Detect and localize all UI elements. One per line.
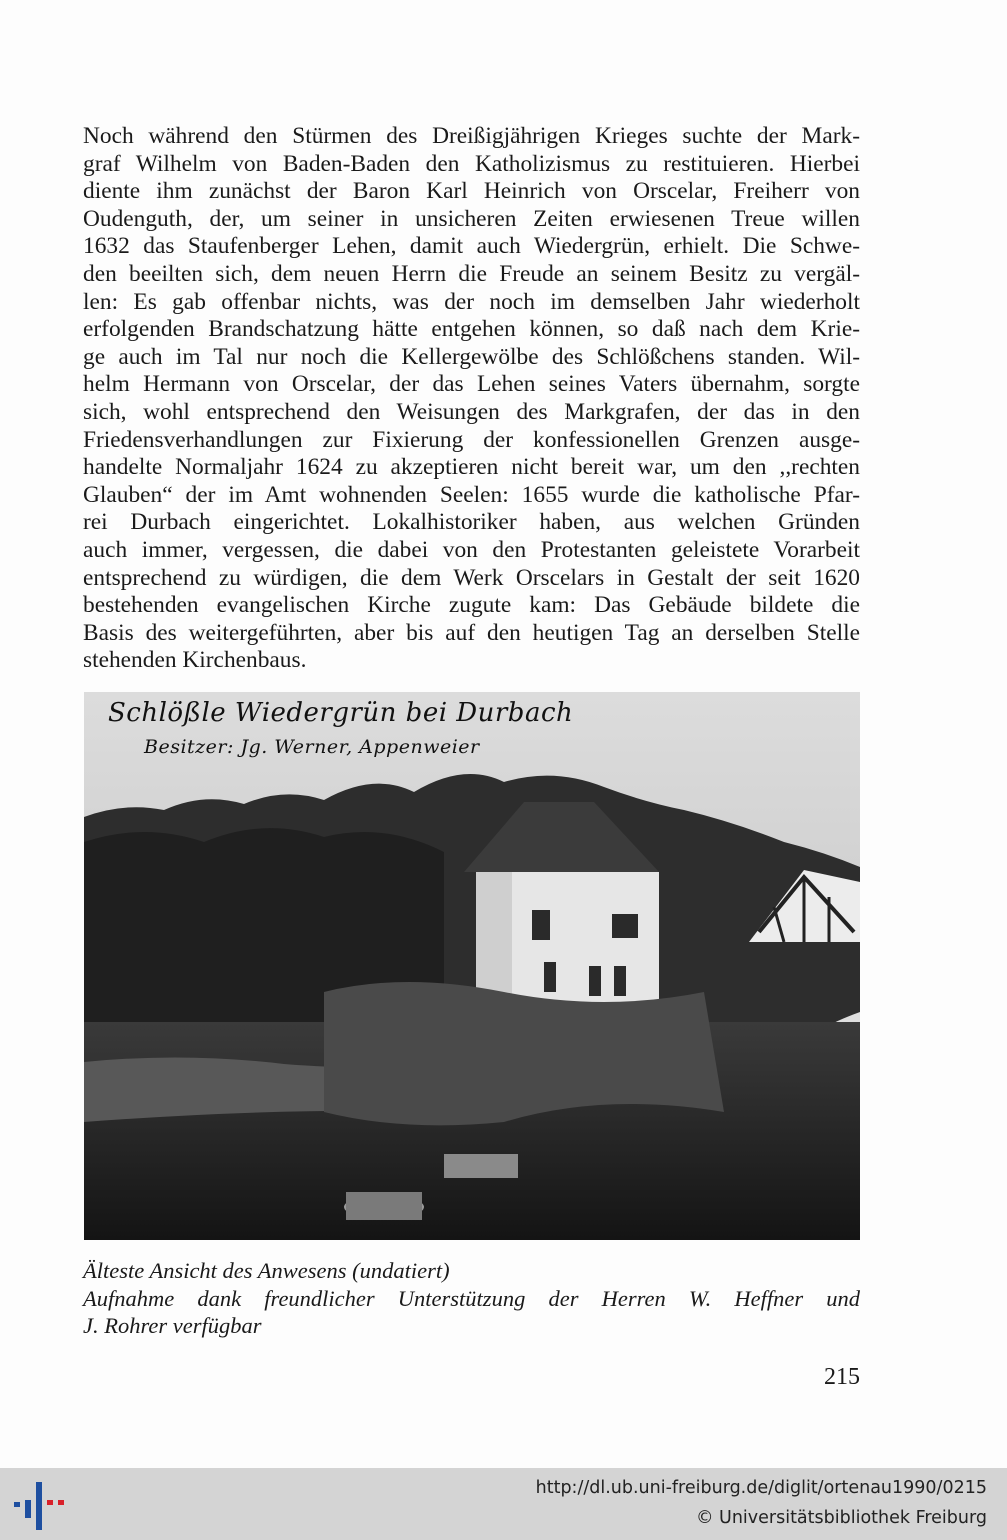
body-text-line: stehenden Kirchenbaus.: [83, 647, 307, 674]
body-text-line: Noch während den Stürmen des Dreißigjährigen Krieges suchte der Mark-: [83, 123, 860, 149]
body-text-line: handelte Normaljahr 1624 zu akzeptieren nicht bereit war, um den ,,rechten: [83, 454, 860, 481]
viewer-footer: [0, 1468, 1007, 1540]
caption-line-1: Älteste Ansicht des Anwesens (undatiert): [83, 1258, 450, 1283]
body-text-line: diente ihm zunächst der Baron Karl Heinrich von Orscelar, Freiherr von: [83, 178, 860, 205]
photo-illustration: [84, 692, 860, 1240]
body-text-line: auch immer, vergessen, die dabei von den Protestanten geleistete Vorarbeit: [83, 536, 860, 563]
body-text-line: ge auch im Tal nur noch die Kellergewölbe des Schlößchens standen. Wil-: [83, 343, 860, 370]
photo-subtitle: Besitzer: Jg. Werner, Appenweier: [144, 736, 480, 758]
page-number: 215: [824, 1364, 860, 1390]
body-text-line: bestehenden evangelischen Kirche zugute kam: Das Gebäude bildete die: [83, 592, 860, 619]
body-paragraph: [83, 123, 860, 675]
body-text-line: Basis des weitergeführten, aber bis auf den heutigen Tag an derselben Stelle: [83, 619, 860, 646]
body-text-line: erfolgenden Brandschatzung hätte entgehen können, so daß nach dem Krie-: [83, 316, 860, 343]
document-url-link[interactable]: http://dl.ub.uni-freiburg.de/diglit/ortenau1990/0215: [535, 1478, 987, 1498]
body-text-line: helm Hermann von Orscelar, der das Lehen seines Vaters übernahm, sorgte: [83, 371, 860, 398]
body-text-line: den beeilten sich, dem neuen Herrn die Freude an seinem Besitz zu vergäl-: [83, 260, 860, 287]
body-text-line: graf Wilhelm von Baden-Baden den Katholizismus zu restituieren. Hierbei: [83, 150, 860, 177]
figure-caption: [83, 1257, 860, 1340]
body-text-line: Oudenguth, der, um seiner in unsicheren Zeiten erwiesenen Treue willen: [83, 205, 860, 232]
historic-photograph: [84, 692, 860, 1240]
photo-title: Schlößle Wiedergrün bei Durbach: [108, 698, 574, 728]
body-text-line: entsprechend zu würdigen, die dem Werk Orscelars in Gestalt der seit 1620: [83, 564, 860, 591]
body-text-line: rei Durbach eingerichtet. Lokalhistoriker haben, aus welchen Gründen: [83, 509, 860, 536]
body-text-line: Friedensverhandlungen zur Fixierung der konfessionellen Grenzen ausge-: [83, 426, 860, 453]
copyright-text: © Universitätsbibliothek Freiburg: [695, 1508, 987, 1528]
body-text-line: len: Es gab offenbar nichts, was der noch im demselben Jahr wiederholt: [83, 288, 860, 315]
body-text-line: sich, wohl entsprechend den Weisungen des Markgrafen, der das in den: [83, 398, 860, 425]
body-text-line: 1632 das Staufenberger Lehen, damit auch Wiedergrün, erhielt. Die Schwe-: [83, 233, 860, 260]
caption-line-2: Aufnahme dank freundlicher Unterstützung der Herren W. Heffner und: [83, 1285, 860, 1311]
body-text-line: Glauben“ der im Amt wohnenden Seelen: 1655 wurde die katholische Pfar-: [83, 481, 860, 508]
caption-line-3: J. Rohrer verfügbar: [83, 1313, 262, 1338]
ub-freiburg-logo-icon: [14, 1480, 64, 1530]
